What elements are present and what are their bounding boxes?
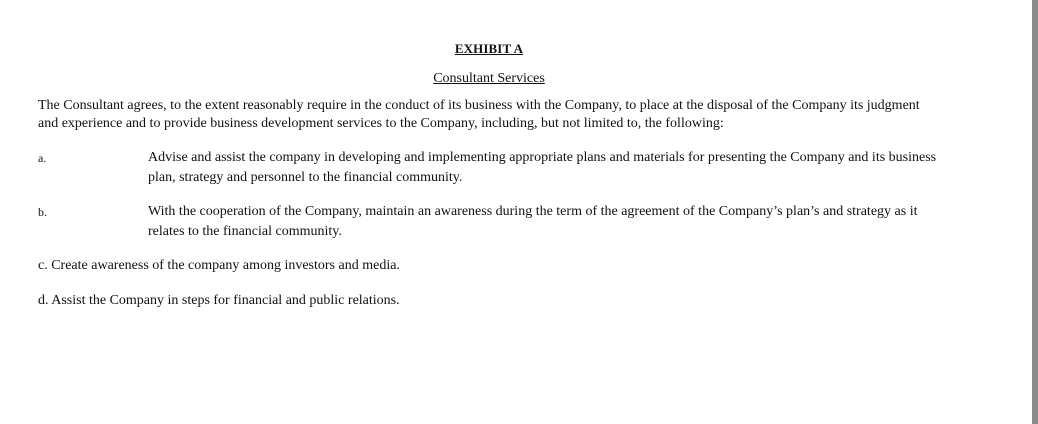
list-item-c: c. Create awareness of the company among investors and media. [38, 258, 400, 273]
list-item-d: d. Assist the Company in steps for financial and public relations. [38, 293, 400, 308]
list-text-a: Advise and assist the company in developing and implementing appropriate plans and materials for presenting the Company and its business plan, strategy and personnel to the financial community. [148, 150, 937, 185]
list-item-a [38, 148, 948, 190]
list-text-b: With the cooperation of the Company, maintain an awareness during the term of the agreement of the Company’s plan’s and strategy as it relates to the financial community. [148, 204, 918, 239]
viewer-scroll-edge[interactable] [1032, 0, 1038, 424]
exhibit-title: EXHIBIT A [454, 41, 524, 56]
list-marker-b: b. [38, 205, 47, 219]
section-subtitle: Consultant Services [433, 71, 545, 86]
list-marker-a: a. [38, 151, 47, 165]
intro-paragraph: The Consultant agrees, to the extent reasonably require in the conduct of its business with the Company, to place at the disposal of the Company its judgment and experience and to provide business development services to the Company, including, but not limited to, the following: [38, 98, 920, 131]
list-item-b [38, 202, 948, 244]
